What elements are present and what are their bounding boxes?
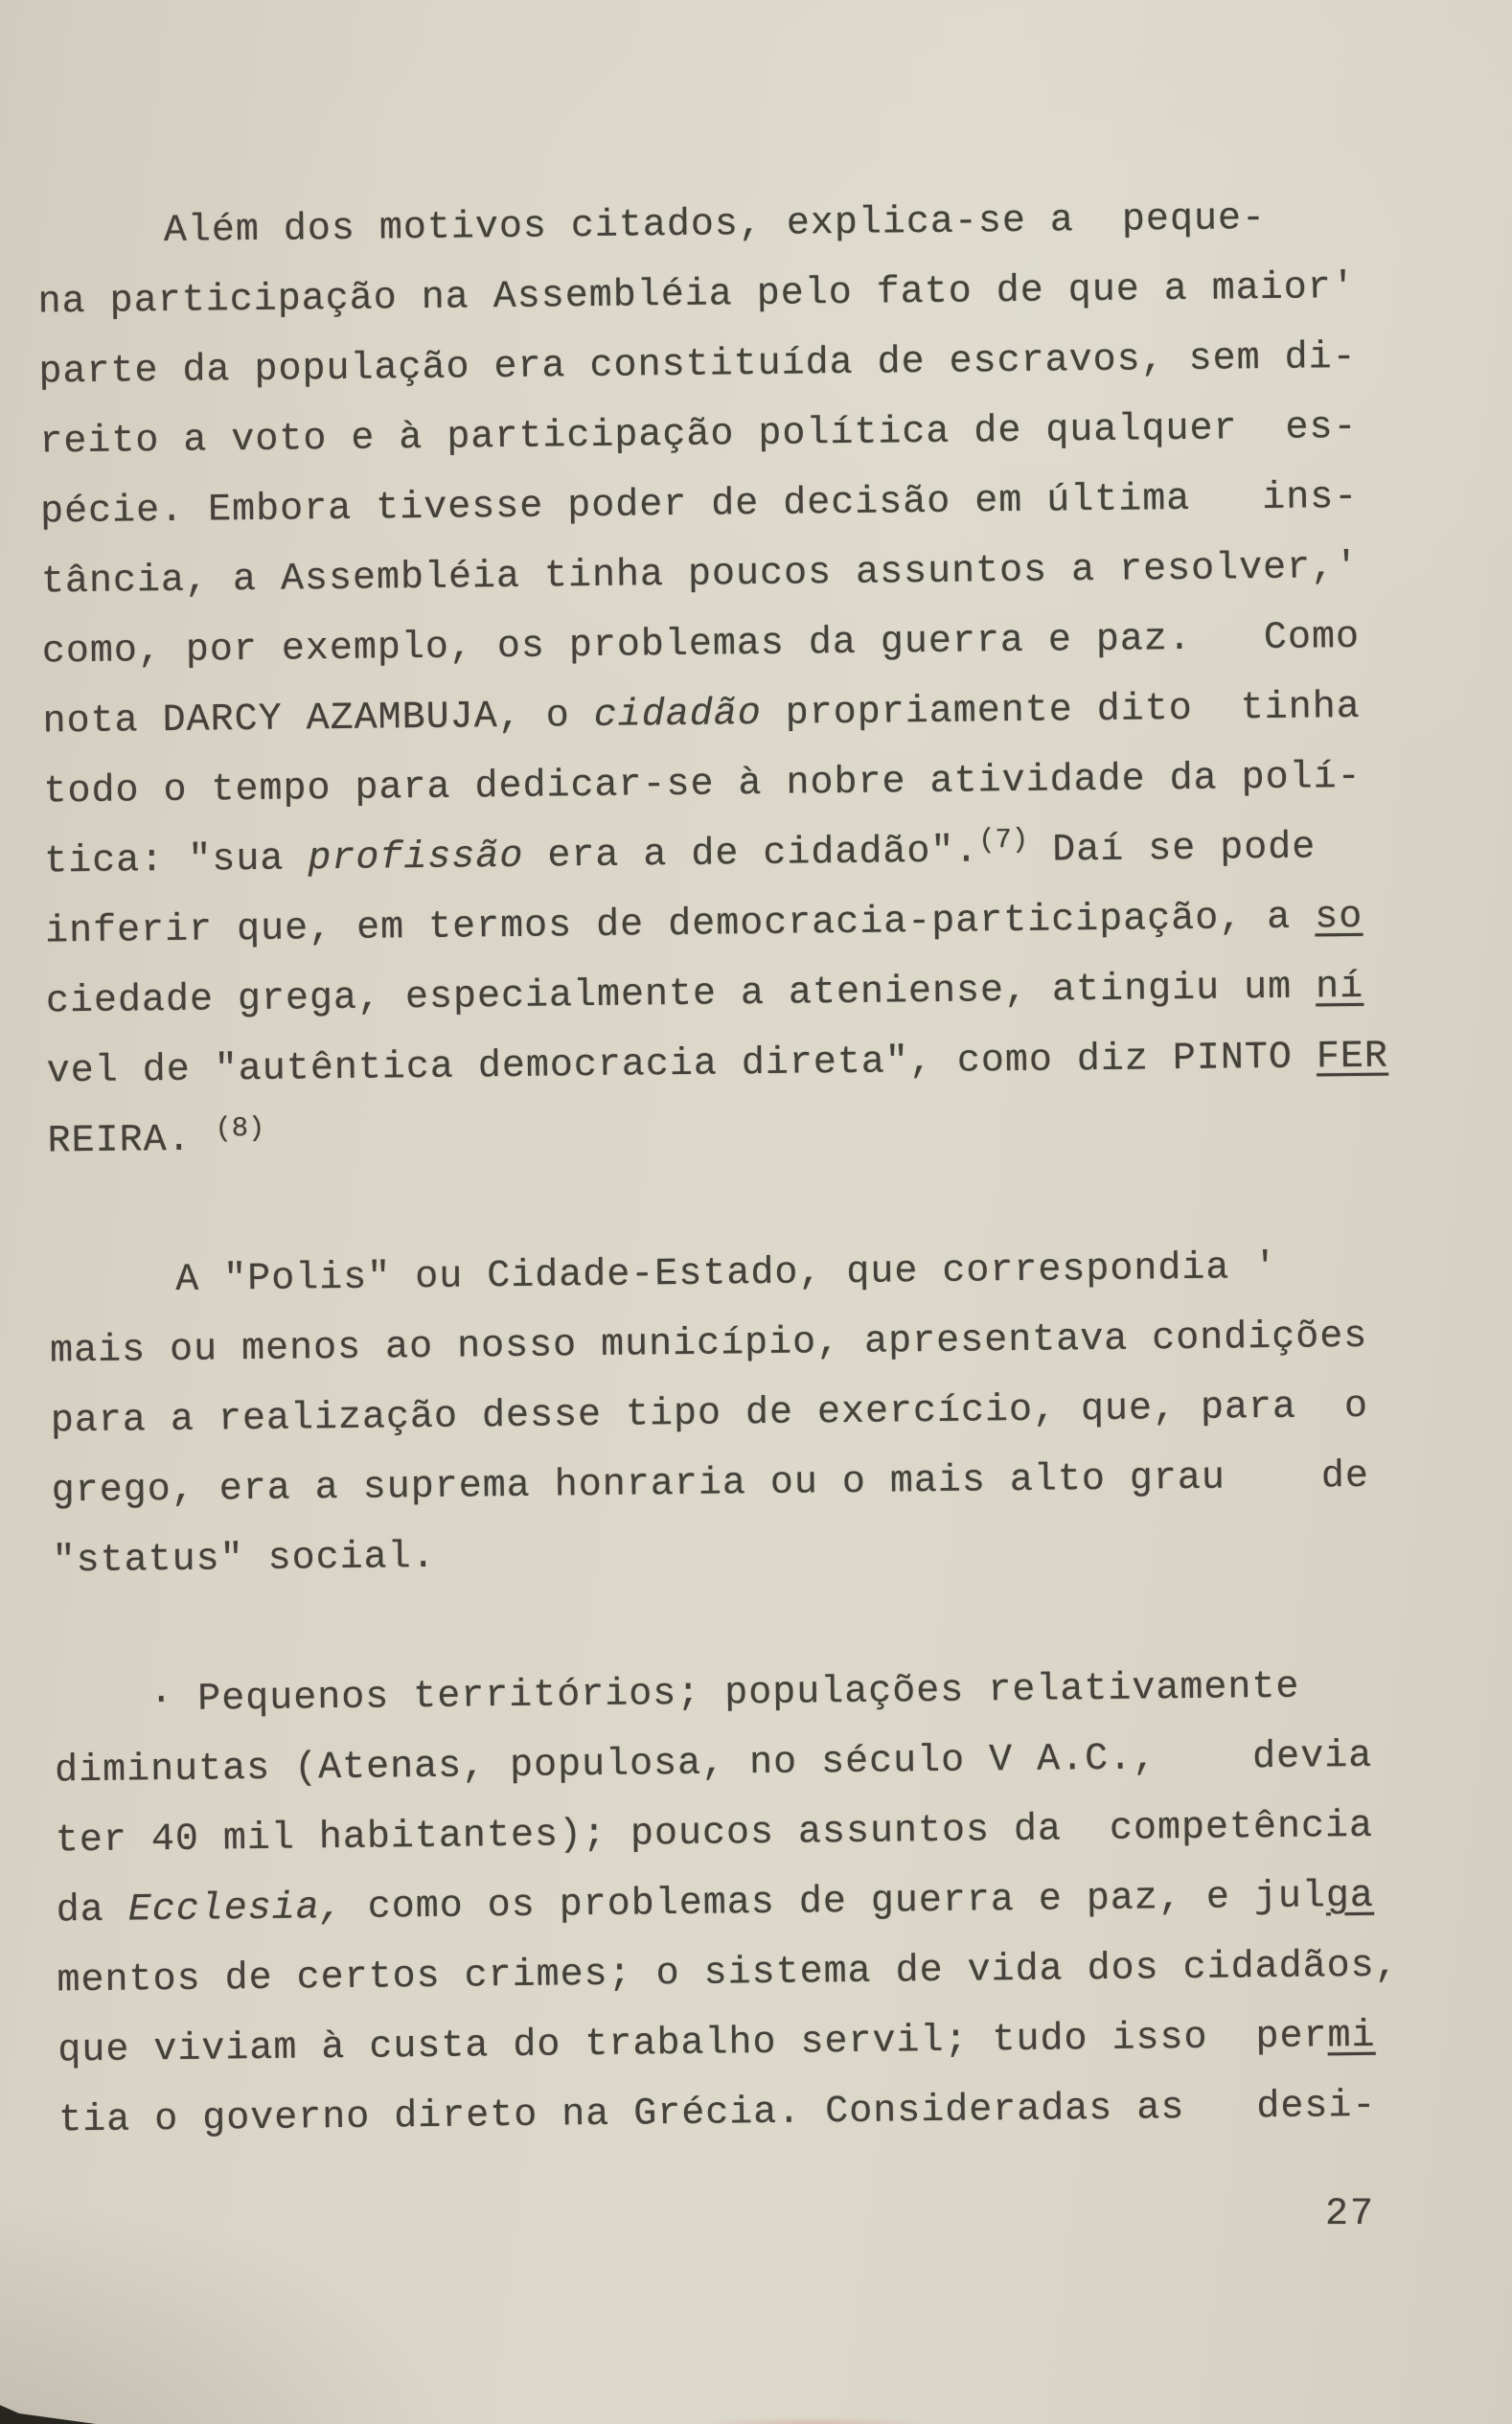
text-segment: como os problemas de guerra e paz, e jul	[343, 1875, 1327, 1930]
text-segment: para a realização desse tipo de exercício, que, para o	[50, 1384, 1369, 1444]
text-segment-underline: mi	[1327, 2014, 1376, 2059]
paragraph	[54, 1651, 1487, 2157]
text-segment: mais ou menos ao nosso município, apresentava condições	[49, 1315, 1368, 1374]
text-segment: REIRA.	[47, 1118, 216, 1164]
text-segment: tica: "sua	[44, 837, 309, 884]
text-segment-italic: profissão	[308, 835, 524, 881]
text-block	[36, 182, 1486, 2157]
text-segment-underline: ga	[1325, 1874, 1375, 1919]
text-line	[52, 1511, 1480, 1597]
text-segment: reito a voto e à participação política de qualquer es-	[39, 405, 1358, 465]
text-segment-underline: FER	[1316, 1035, 1389, 1080]
text-segment: A "Polis" ou Cidade-Estado, que correspondia '	[175, 1246, 1278, 1302]
text-segment: na participação na Assembléia pelo fato de que a maior'	[37, 265, 1357, 325]
text-segment: grego, era a suprema honraria ou o mais alto grau de	[51, 1454, 1370, 1514]
text-segment-italic: cidadão	[593, 692, 762, 738]
text-segment: Daí se pode	[1028, 826, 1317, 873]
text-segment-underline: so	[1315, 895, 1363, 940]
text-segment-underline: ní	[1315, 965, 1364, 1010]
text-segment: todo o tempo para dedicar-se à nobre atividade da polí-	[43, 755, 1362, 814]
corner-shadow	[0, 2403, 96, 2424]
text-segment-sup: (7)	[978, 823, 1029, 857]
text-segment: "status" social.	[52, 1535, 436, 1584]
page-number: 27	[1325, 2193, 1376, 2236]
scan-smudge	[652, 2414, 977, 2424]
text-segment: da	[56, 1888, 129, 1933]
text-segment: nota DARCY AZAMBUJA, o	[42, 694, 594, 744]
paragraph	[36, 182, 1475, 1178]
text-segment: ter 40 mil habitantes); poucos assuntos da competência	[55, 1804, 1374, 1864]
text-segment: vel de "autêntica democracia direta", como diz PINTO	[46, 1036, 1317, 1094]
text-segment: pécie. Embora tivesse poder de decisão em última ins-	[39, 475, 1359, 535]
text-segment: diminutas (Atenas, populosa, no século V A.C., devia	[54, 1734, 1373, 1794]
text-segment: que viviam à custa do trabalho servil; tudo isso per	[57, 2015, 1328, 2073]
text-line	[58, 2070, 1487, 2156]
text-segment: parte da população era constituída de escravos, sem di-	[38, 335, 1357, 395]
text-segment: inferir que, em termos de democracia-participação, a	[44, 896, 1316, 954]
paragraph	[49, 1231, 1480, 1597]
text-segment: propriamente dito tinha	[761, 685, 1362, 736]
text-segment: Além dos motivos citados, explica-se a peque-	[163, 196, 1267, 254]
text-segment-sup: (8)	[215, 1111, 265, 1145]
text-segment: era a de cidadão".	[523, 830, 979, 879]
text-segment: tância, a Assembléia tinha poucos assuntos a resolver,'	[40, 545, 1360, 605]
text-segment: como, por exemplo, os problemas da guerra e paz. Como	[41, 615, 1361, 675]
text-segment: ciedade grega, especialmente a ateniense, atingiu um	[45, 966, 1317, 1024]
text-segment: mentos de certos crimes; o sistema de vida dos cidadãos,	[57, 1944, 1399, 2003]
text-segment-italic: Ecclesia,	[127, 1886, 345, 1932]
text-segment: tia o governo direto na Grécia. Consideradas as desi-	[57, 2084, 1377, 2143]
text-segment: · Pequenos territórios; populações relativamente	[149, 1665, 1300, 1723]
text-line	[47, 1091, 1476, 1178]
